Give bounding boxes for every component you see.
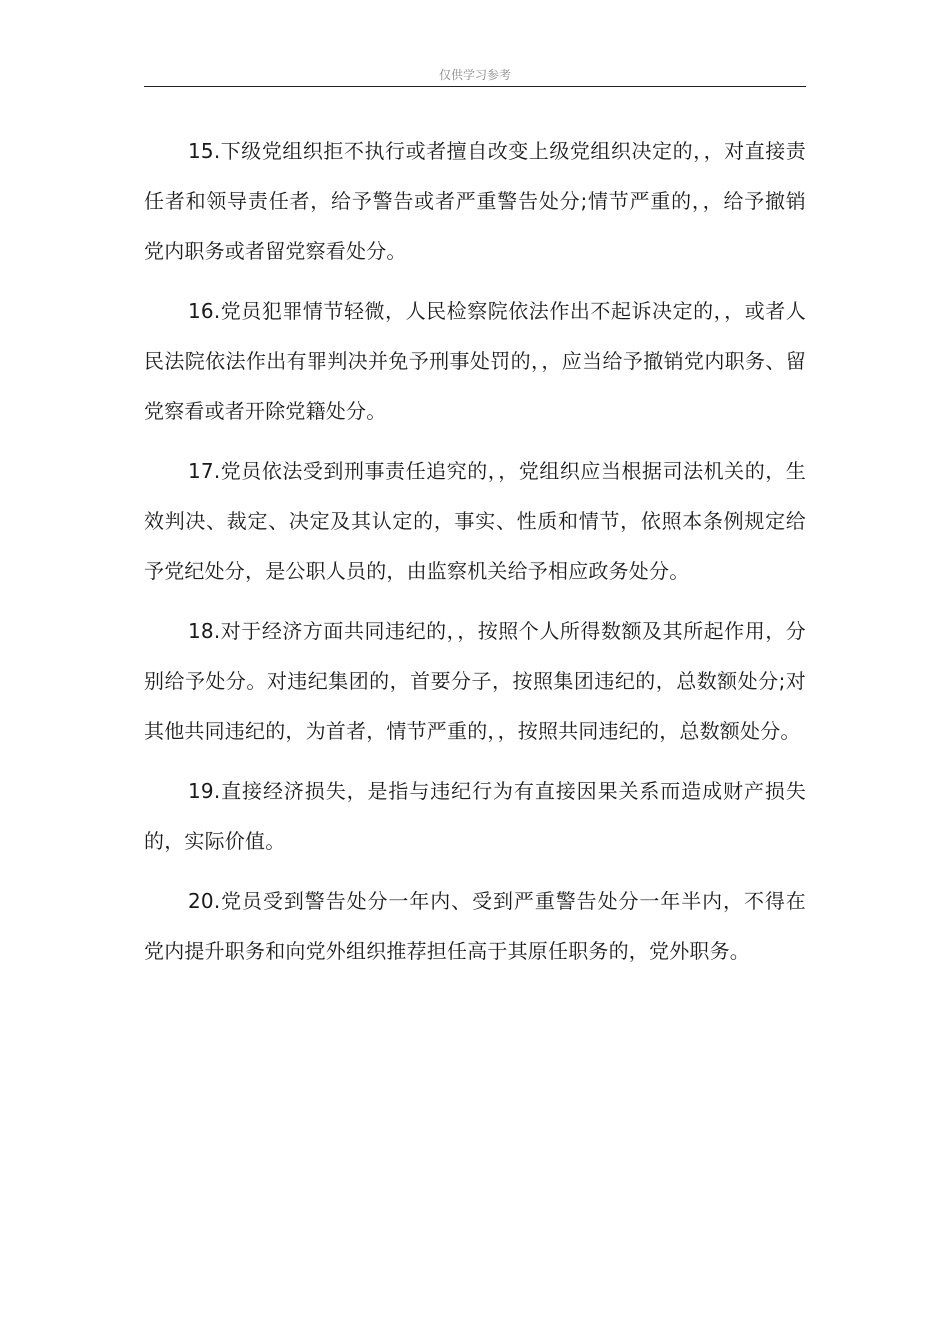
page-header: 仅供学习参考 bbox=[144, 64, 806, 87]
paragraph-17: 17.党员依法受到刑事责任追究的，，党组织应当根据司法机关的，生效判决、裁定、决定及其认定的，事实、性质和情节，依照本条例规定给予党纪处分，是公职人员的，由监察机关给予相应政务处分。 bbox=[144, 459, 806, 583]
paragraph-18: 18.对于经济方面共同违纪的，，按照个人所得数额及其所起作用，分别给予处分。对违纪集团的，首要分子，按照集团违纪的，总数额处分;对其他共同违纪的，为首者，情节严重的，，按照共同违纪的，总数额处分。 bbox=[144, 619, 806, 743]
paragraph-19: 19.直接经济损失，是指与违纪行为有直接因果关系而造成财产损失的，实际价值。 bbox=[144, 779, 806, 853]
paragraph-15: 15.下级党组织拒不执行或者擅自改变上级党组织决定的，，对直接责任者和领导责任者，给予警告或者严重警告处分;情节严重的，，给予撤销党内职务或者留党察看处分。 bbox=[144, 139, 806, 263]
paragraph-16: 16.党员犯罪情节轻微，人民检察院依法作出不起诉决定的，，或者人民法院依法作出有罪判决并免予刑事处罚的，，应当给予撤销党内职务、留党察看或者开除党籍处分。 bbox=[144, 299, 806, 423]
paragraph-20: 20.党员受到警告处分一年内、受到严重警告处分一年半内，不得在党内提升职务和向党外组织推荐担任高于其原任职务的，党外职务。 bbox=[144, 889, 806, 963]
document-body bbox=[144, 126, 806, 986]
